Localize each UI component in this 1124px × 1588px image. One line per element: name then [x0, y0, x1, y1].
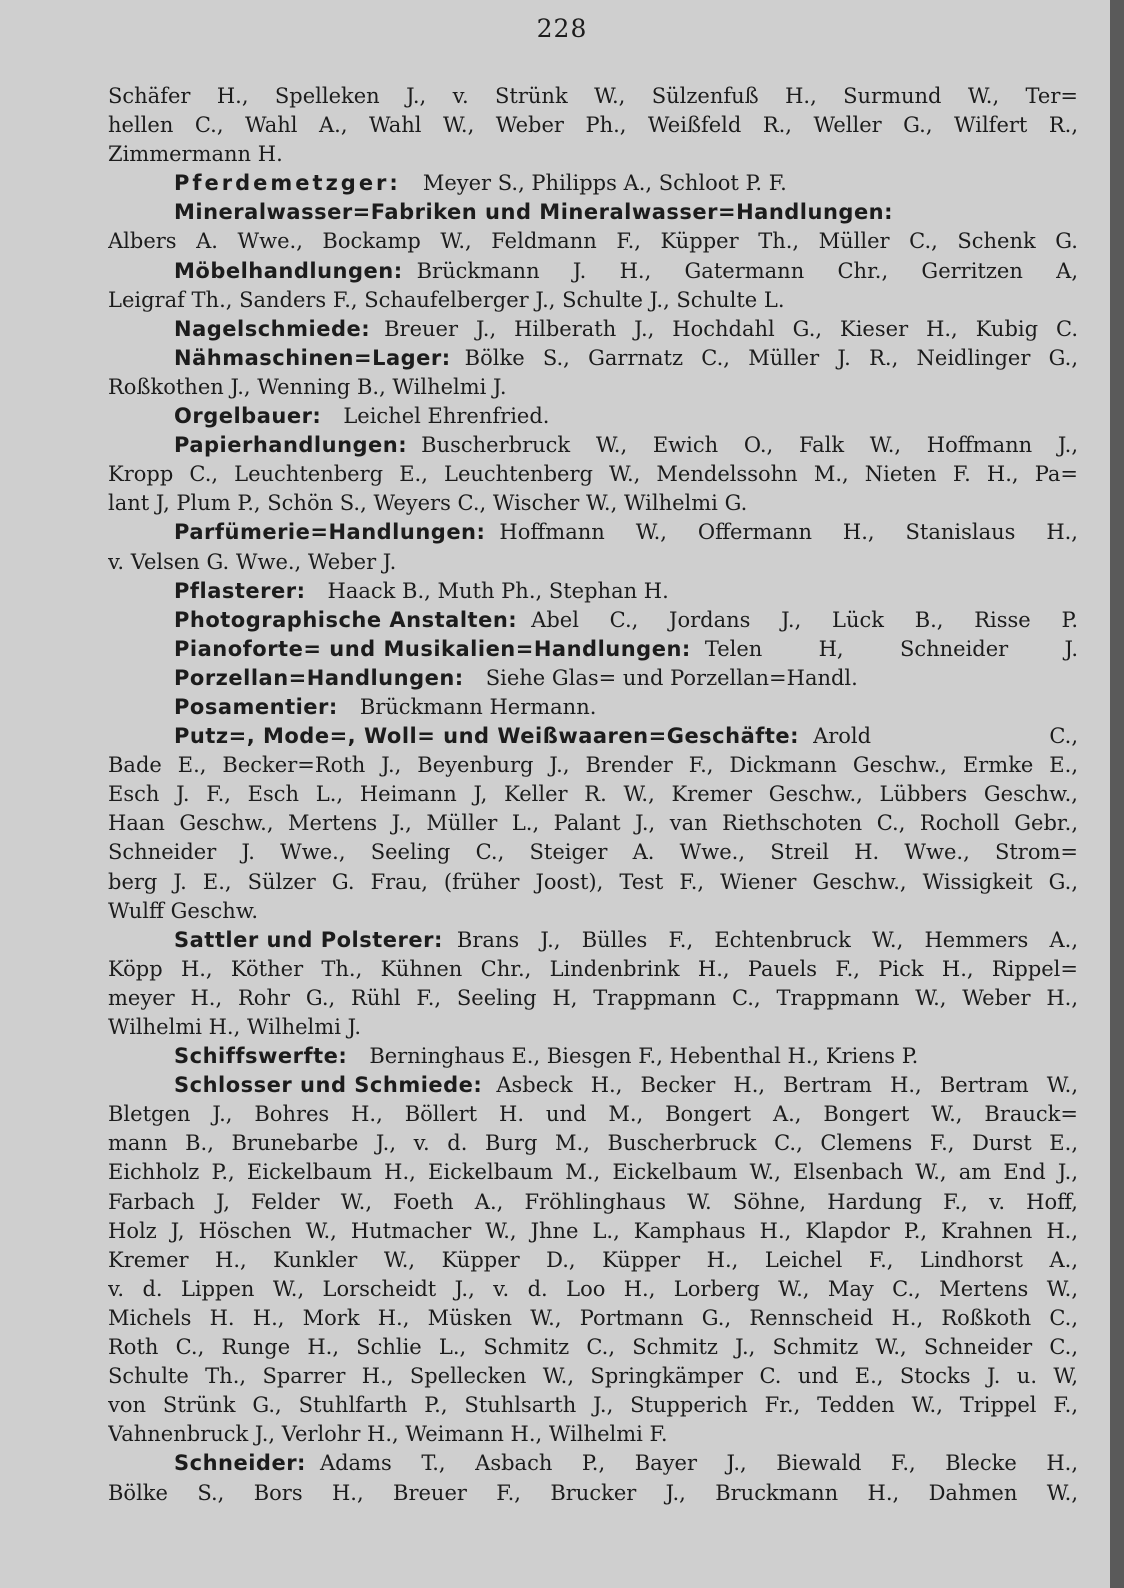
entry-text: Brans J., Bülles F., Echtenbruck W., Hemmers A., [456, 927, 1078, 952]
trade-heading: Pflasterer: [174, 578, 306, 603]
directory-line [108, 635, 1078, 664]
directory-line [108, 489, 1078, 518]
directory-line [108, 315, 1078, 344]
directory-line [108, 548, 1078, 577]
directory-line [108, 606, 1078, 635]
entry-text: Bölke S., Garrnatz C., Müller J. R., Neidlinger G., [464, 345, 1078, 370]
directory-line [108, 82, 1078, 111]
page-edge-shadow [1110, 0, 1124, 1588]
trade-heading: Schlosser und Schmiede: [174, 1073, 483, 1098]
entry-text: Albers A. Wwe., Bockamp W., Feldmann F., Küpper Th., Müller C., Schenk G. [108, 229, 1078, 254]
directory-line [108, 257, 1078, 286]
directory-line [108, 402, 1078, 431]
entry-text: Roßkothen J., Wenning B., Wilhelmi J. [108, 374, 507, 399]
directory-line [108, 518, 1078, 547]
directory-line [108, 664, 1078, 693]
directory-line [108, 693, 1078, 722]
trade-heading: Nähmaschinen=Lager: [174, 345, 451, 370]
entry-text: Brückmann J. H., Gatermann Chr., Gerritzen A, [416, 258, 1078, 283]
entry-text: Leigraf Th., Sanders F., Schaufelberger J., Schulte J., Schulte L. [108, 287, 785, 312]
directory-line [108, 373, 1078, 402]
entry-text: Michels H. H., Mork H., Müsken W., Portmann G., Rennscheid H., Roßkoth C., [108, 1305, 1078, 1330]
trade-heading: Schiffswerfte: [174, 1044, 348, 1069]
entry-text: Hoffmann W., Offermann H., Stanislaus H., [499, 520, 1078, 545]
directory-line [108, 1275, 1078, 1304]
directory-line [108, 1304, 1078, 1333]
directory-line [108, 1362, 1078, 1391]
directory-line [108, 1013, 1078, 1042]
trade-heading: Nagelschmiede: [174, 316, 371, 341]
directory-line [108, 1420, 1078, 1449]
directory-line [108, 1042, 1078, 1071]
trade-heading: Posamentier: [174, 694, 338, 719]
entry-text: meyer H., Rohr G., Rühl F., Seeling H, Trappmann C., Trappmann W., Weber H., [108, 985, 1078, 1010]
directory-line [108, 809, 1078, 838]
trade-heading: Parfümerie=Handlungen: [174, 520, 486, 545]
directory-line [108, 722, 1078, 751]
entry-text: Wilhelmi H., Wilhelmi J. [108, 1015, 362, 1039]
directory-line [108, 198, 1078, 227]
directory-line [108, 1188, 1078, 1217]
directory-line [108, 1333, 1078, 1362]
trade-heading: Mineralwasser=Fabriken und Mineralwasser=Handlungen: [174, 200, 894, 225]
directory-line [108, 1100, 1078, 1129]
trade-heading: Photographische Anstalten: [174, 607, 518, 632]
directory-line [108, 140, 1078, 169]
trade-heading: Sattler und Polsterer: [174, 927, 443, 952]
entry-text: Kropp C., Leuchtenberg E., Leuchtenberg W., Mendelssohn M., Nieten F. H., Pa= [108, 462, 1078, 487]
entry-text: Brückmann Hermann. [359, 694, 597, 719]
directory-line [108, 1246, 1078, 1275]
entry-text: Meyer S., Philipps A., Schloot P. F. [422, 171, 787, 196]
entry-text: Adams T., Asbach P., Bayer J., Biewald F., Blecke H., [319, 1451, 1078, 1476]
directory-line [108, 1129, 1078, 1158]
entry-text: berg J. E., Sülzer G. Frau, (früher Joost), Test F., Wiener Geschw., Wissigkeit G., [108, 869, 1078, 894]
trade-heading: Papierhandlungen: [174, 433, 408, 458]
entry-text: Roth C., Runge H., Schlie L., Schmitz C., Schmitz J., Schmitz W., Schneider C., [108, 1335, 1078, 1360]
entry-text: Berninghaus E., Biesgen F., Hebenthal H., Kriens P. [369, 1044, 919, 1069]
entry-text: Haack B., Muth Ph., Stephan H. [327, 578, 669, 603]
trade-heading: Pferdemetzger: [174, 171, 401, 196]
directory-line [108, 577, 1078, 606]
directory-line [108, 955, 1078, 984]
entry-text: Telen H, Schneider J. [704, 636, 1078, 661]
entry-text: hellen C., Wahl A., Wahl W., Weber Ph., Weißfeld R., Weller G., Wilfert R., [108, 113, 1078, 138]
entry-text: Abel C., Jordans J., Lück B., Risse P. [531, 607, 1078, 632]
trade-heading: Möbelhandlungen: [174, 258, 403, 283]
directory-line [108, 1449, 1078, 1478]
entry-text: von Strünk G., Stuhlfarth P., Stuhlsarth J., Stupperich Fr., Tedden W., Trippel F., [108, 1393, 1078, 1418]
trade-heading: Putz=, Mode=, Woll= und Weißwaaren=Geschäfte: [174, 724, 800, 749]
entry-text: Schulte Th., Sparrer H., Spellecken W., Springkämper C. und E., Stocks J. u. W, [108, 1364, 1078, 1389]
entry-text: Schneider J. Wwe., Seeling C., Steiger A. Wwe., Streil H. Wwe., Strom= [108, 840, 1078, 865]
directory-line [108, 751, 1078, 780]
entry-text: Köpp H., Köther Th., Kühnen Chr., Lindenbrink H., Pauels F., Pick H., Rippel= [108, 956, 1078, 981]
entry-text: v. d. Lippen W., Lorscheidt J., v. d. Loo H., Lorberg W., May C., Mertens W., [108, 1276, 1078, 1301]
trade-heading: Orgelbauer: [174, 404, 322, 429]
directory-line [108, 1391, 1078, 1420]
trade-heading: Porzellan=Handlungen: [174, 665, 464, 690]
directory-line [108, 111, 1078, 140]
entry-text: Haan Geschw., Mertens J., Müller L., Palant J., van Riethschoten C., Rocholl Gebr., [108, 811, 1078, 836]
directory-line [108, 169, 1078, 198]
directory-line [108, 227, 1078, 256]
trade-heading: Pianoforte= und Musikalien=Handlungen: [174, 636, 691, 661]
directory-line [108, 1071, 1078, 1100]
entry-text: Kremer H., Kunkler W., Küpper D., Küpper H., Leichel F., Lindhorst A., [108, 1247, 1078, 1272]
directory-line [108, 780, 1078, 809]
directory-line [108, 868, 1078, 897]
directory-line [108, 460, 1078, 489]
entry-text: Zimmermann H. [108, 142, 283, 167]
directory-line [108, 926, 1078, 955]
entry-text: Buscherbruck W., Ewich O., Falk W., Hoffmann J., [421, 433, 1078, 458]
directory-line [108, 1217, 1078, 1246]
entry-text: Vahnenbruck J., Verlohr H., Weimann H., Wilhelmi F. [108, 1422, 668, 1447]
directory-line [108, 431, 1078, 460]
entry-text: v. Velsen G. Wwe., Weber J. [108, 549, 397, 574]
entry-text: Bletgen J., Bohres H., Böllert H. und M., Bongert A., Bongert W., Brauck= [108, 1102, 1078, 1127]
directory-line [108, 1158, 1078, 1187]
directory-listing [108, 82, 1078, 1508]
entry-text: Breuer J., Hilberath J., Hochdahl G., Kieser H., Kubig C. [384, 316, 1078, 341]
entry-text: Schäfer H., Spelleken J., v. Strünk W., Sülzenfuß H., Surmund W., Ter= [108, 84, 1078, 108]
entry-text: Arold C., [813, 724, 1078, 749]
entry-text: Esch J. F., Esch L., Heimann J, Keller R. W., Kremer Geschw., Lübbers Geschw., [108, 782, 1078, 807]
entry-text: lant J, Plum P., Schön S., Weyers C., Wischer W., Wilhelmi G. [108, 491, 748, 516]
page-number: 228 [536, 14, 588, 43]
entry-text: Bade E., Becker=Roth J., Beyenburg J., Brender F., Dickmann Geschw., Ermke E., [108, 753, 1078, 778]
entry-text: Holz J, Höschen W., Hutmacher W., Jhne L., Kamphaus H., Klapdor P., Krahnen H., [108, 1218, 1078, 1243]
entry-text: Farbach J, Felder W., Foeth A., Fröhlinghaus W. Söhne, Hardung F., v. Hoff, [108, 1189, 1078, 1214]
entry-text: mann B., Brunebarbe J., v. d. Burg M., Buscherbruck C., Clemens F., Durst E., [108, 1131, 1078, 1156]
directory-line [108, 838, 1078, 867]
entry-text: Asbeck H., Becker H., Bertram H., Bertram W., [496, 1073, 1078, 1098]
entry-text: Wulff Geschw. [108, 898, 258, 923]
directory-line [108, 897, 1078, 926]
entry-text: Bölke S., Bors H., Breuer F., Brucker J., Bruckmann H., Dahmen W., [108, 1480, 1078, 1505]
directory-line [108, 286, 1078, 315]
entry-text: Siehe Glas= und Porzellan=Handl. [485, 665, 858, 690]
directory-line [108, 984, 1078, 1013]
trade-heading: Schneider: [174, 1451, 306, 1476]
entry-text: Eichholz P., Eickelbaum H., Eickelbaum M., Eickelbaum W., Elsenbach W., am End J., [108, 1160, 1078, 1185]
directory-line [108, 344, 1078, 373]
entry-text: Leichel Ehrenfried. [343, 404, 550, 429]
directory-line [108, 1479, 1078, 1508]
